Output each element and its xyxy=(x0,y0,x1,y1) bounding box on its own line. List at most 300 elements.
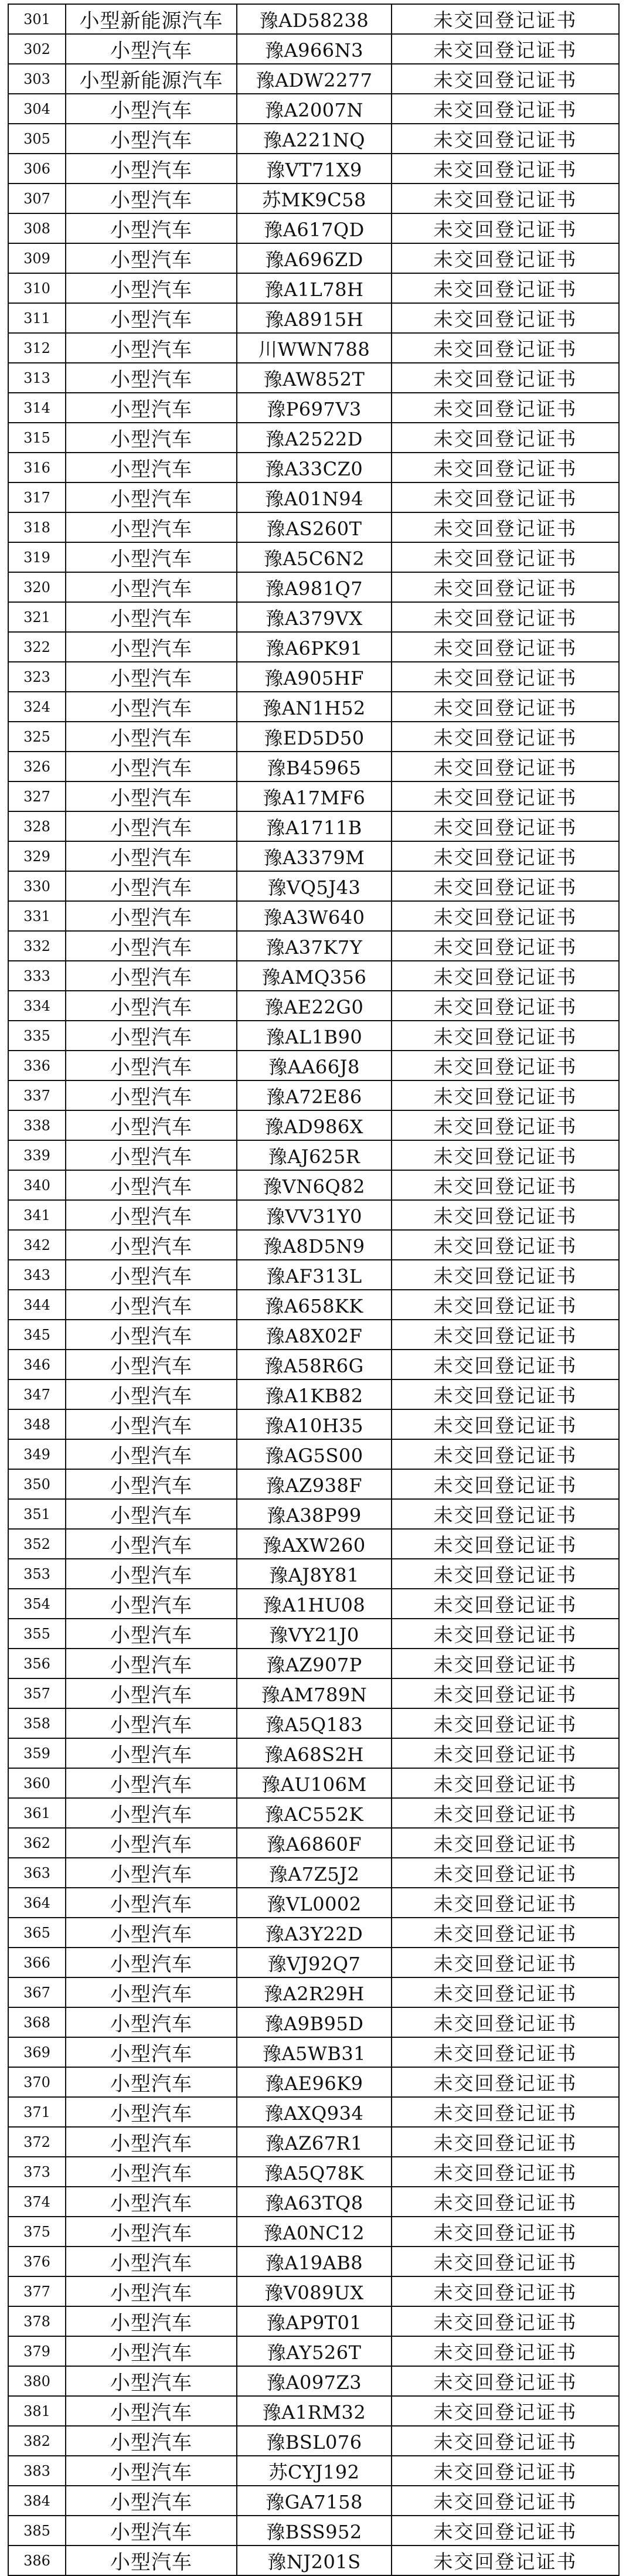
plate-number-cell: 豫A6860F xyxy=(237,1828,392,1858)
table-row xyxy=(8,931,619,961)
vehicle-type-cell: 小型汽车 xyxy=(66,931,237,961)
vehicle-type-cell: 小型汽车 xyxy=(66,1140,237,1170)
plate-number-cell: 豫AM789N xyxy=(237,1678,392,1708)
status-cell: 未交回登记证书 xyxy=(392,1589,619,1619)
row-number-cell: 343 xyxy=(8,1260,66,1290)
table-row xyxy=(8,1051,619,1080)
status-cell: 未交回登记证书 xyxy=(392,1080,619,1110)
row-number-cell: 339 xyxy=(8,1140,66,1170)
status-cell: 未交回登记证书 xyxy=(392,363,619,393)
plate-number-cell: 豫A696ZD xyxy=(237,243,392,273)
row-number-cell: 353 xyxy=(8,1559,66,1589)
status-cell: 未交回登记证书 xyxy=(392,1110,619,1140)
row-number-cell: 341 xyxy=(8,1200,66,1230)
vehicle-type-cell: 小型汽车 xyxy=(66,1260,237,1290)
row-number-cell: 363 xyxy=(8,1858,66,1888)
vehicle-type-cell: 小型汽车 xyxy=(66,2396,237,2426)
row-number-cell: 382 xyxy=(8,2426,66,2456)
vehicle-type-cell: 小型汽车 xyxy=(66,1649,237,1678)
plate-number-cell: 豫AZ938F xyxy=(237,1469,392,1499)
vehicle-type-cell: 小型汽车 xyxy=(66,2456,237,2486)
vehicle-type-cell: 小型汽车 xyxy=(66,752,237,781)
status-cell: 未交回登记证书 xyxy=(392,333,619,363)
status-cell: 未交回登记证书 xyxy=(392,2306,619,2336)
plate-number-cell: 豫B45965 xyxy=(237,752,392,781)
table-row xyxy=(8,2127,619,2157)
plate-number-cell: 豫A8D5N9 xyxy=(237,1230,392,1260)
status-cell: 未交回登记证书 xyxy=(392,2217,619,2247)
status-cell: 未交回登记证书 xyxy=(392,1738,619,1768)
plate-number-cell: 豫A617QD xyxy=(237,213,392,243)
vehicle-type-cell: 小型汽车 xyxy=(66,1888,237,1918)
status-cell: 未交回登记证书 xyxy=(392,1350,619,1379)
vehicle-type-cell: 小型汽车 xyxy=(66,303,237,333)
vehicle-type-cell: 小型汽车 xyxy=(66,1080,237,1110)
plate-number-cell: 豫A1HU08 xyxy=(237,1589,392,1619)
table-row xyxy=(8,2546,619,2575)
plate-number-cell: 豫A5Q78K xyxy=(237,2157,392,2187)
table-row xyxy=(8,1469,619,1499)
plate-number-cell: 豫AY526T xyxy=(237,2336,392,2366)
row-number-cell: 324 xyxy=(8,692,66,722)
status-cell: 未交回登记证书 xyxy=(392,2546,619,2575)
vehicle-type-cell: 小型汽车 xyxy=(66,961,237,991)
vehicle-type-cell: 小型汽车 xyxy=(66,243,237,273)
row-number-cell: 367 xyxy=(8,1977,66,2007)
vehicle-type-cell: 小型汽车 xyxy=(66,1559,237,1589)
plate-number-cell: 豫A2007N xyxy=(237,94,392,124)
status-cell: 未交回登记证书 xyxy=(392,2247,619,2276)
row-number-cell: 318 xyxy=(8,512,66,542)
table-row xyxy=(8,1888,619,1918)
table-row xyxy=(8,901,619,931)
table-row xyxy=(8,632,619,662)
plate-number-cell: 豫AN1H52 xyxy=(237,692,392,722)
vehicle-type-cell: 小型汽车 xyxy=(66,1948,237,1977)
vehicle-type-cell: 小型汽车 xyxy=(66,2067,237,2097)
vehicle-type-cell: 小型汽车 xyxy=(66,2007,237,2037)
table-row xyxy=(8,213,619,243)
table-row xyxy=(8,2306,619,2336)
plate-number-cell: 豫AL1B90 xyxy=(237,1021,392,1051)
row-number-cell: 354 xyxy=(8,1589,66,1619)
row-number-cell: 334 xyxy=(8,991,66,1021)
vehicle-type-cell: 小型汽车 xyxy=(66,273,237,303)
row-number-cell: 362 xyxy=(8,1828,66,1858)
plate-number-cell: 豫A68S2H xyxy=(237,1738,392,1768)
vehicle-type-cell: 小型汽车 xyxy=(66,991,237,1021)
table-row xyxy=(8,333,619,363)
plate-number-cell: 豫A1711B xyxy=(237,811,392,841)
vehicle-type-cell: 小型汽车 xyxy=(66,1499,237,1529)
vehicle-type-cell: 小型汽车 xyxy=(66,632,237,662)
row-number-cell: 357 xyxy=(8,1678,66,1708)
row-number-cell: 309 xyxy=(8,243,66,273)
table-row xyxy=(8,1708,619,1738)
plate-number-cell: 豫AJ8Y81 xyxy=(237,1559,392,1589)
row-number-cell: 348 xyxy=(8,1409,66,1439)
status-cell: 未交回登记证书 xyxy=(392,1798,619,1828)
table-row xyxy=(8,303,619,333)
table-row xyxy=(8,4,619,34)
row-number-cell: 375 xyxy=(8,2217,66,2247)
vehicle-type-cell: 小型汽车 xyxy=(66,1200,237,1230)
plate-number-cell: 苏CYJ192 xyxy=(237,2456,392,2486)
plate-number-cell: 豫A379VX xyxy=(237,602,392,632)
table-row xyxy=(8,363,619,393)
plate-number-cell: 豫AZ907P xyxy=(237,1649,392,1678)
status-cell: 未交回登记证书 xyxy=(392,1529,619,1559)
row-number-cell: 320 xyxy=(8,572,66,602)
status-cell: 未交回登记证书 xyxy=(392,901,619,931)
vehicle-type-cell: 小型汽车 xyxy=(66,1858,237,1888)
table-row xyxy=(8,662,619,692)
row-number-cell: 368 xyxy=(8,2007,66,2037)
row-number-cell: 310 xyxy=(8,273,66,303)
plate-number-cell: 豫A2522D xyxy=(237,423,392,453)
vehicle-type-cell: 小型汽车 xyxy=(66,1379,237,1409)
status-cell: 未交回登记证书 xyxy=(392,2037,619,2067)
table-row xyxy=(8,1559,619,1589)
vehicle-type-cell: 小型汽车 xyxy=(66,1021,237,1051)
plate-number-cell: 豫A9B95D xyxy=(237,2007,392,2037)
plate-number-cell: 豫A7Z5J2 xyxy=(237,1858,392,1888)
vehicle-type-cell: 小型汽车 xyxy=(66,2306,237,2336)
status-cell: 未交回登记证书 xyxy=(392,1888,619,1918)
status-cell: 未交回登记证书 xyxy=(392,512,619,542)
table-row xyxy=(8,692,619,722)
status-cell: 未交回登记证书 xyxy=(392,1320,619,1350)
table-row xyxy=(8,2396,619,2426)
row-number-cell: 355 xyxy=(8,1619,66,1649)
row-number-cell: 333 xyxy=(8,961,66,991)
row-number-cell: 374 xyxy=(8,2187,66,2217)
status-cell: 未交回登记证书 xyxy=(392,1649,619,1678)
row-number-cell: 325 xyxy=(8,722,66,752)
status-cell: 未交回登记证书 xyxy=(392,1977,619,2007)
vehicle-type-cell: 小型汽车 xyxy=(66,482,237,512)
row-number-cell: 364 xyxy=(8,1888,66,1918)
table-row xyxy=(8,752,619,781)
vehicle-type-cell: 小型汽车 xyxy=(66,1529,237,1559)
vehicle-type-cell: 小型新能源汽车 xyxy=(66,64,237,94)
row-number-cell: 381 xyxy=(8,2396,66,2426)
status-cell: 未交回登记证书 xyxy=(392,2336,619,2366)
table-row xyxy=(8,2067,619,2097)
table-row xyxy=(8,1738,619,1768)
plate-number-cell: 豫A966N3 xyxy=(237,34,392,64)
vehicle-type-cell: 小型汽车 xyxy=(66,2546,237,2575)
plate-number-cell: 豫A5WB31 xyxy=(237,2037,392,2067)
plate-number-cell: 豫A0NC12 xyxy=(237,2217,392,2247)
table-row xyxy=(8,1948,619,1977)
row-number-cell: 312 xyxy=(8,333,66,363)
row-number-cell: 351 xyxy=(8,1499,66,1529)
row-number-cell: 323 xyxy=(8,662,66,692)
vehicle-type-cell: 小型汽车 xyxy=(66,1918,237,1948)
row-number-cell: 358 xyxy=(8,1708,66,1738)
row-number-cell: 383 xyxy=(8,2456,66,2486)
plate-number-cell: 豫A38P99 xyxy=(237,1499,392,1529)
status-cell: 未交回登记证书 xyxy=(392,602,619,632)
row-number-cell: 326 xyxy=(8,752,66,781)
plate-number-cell: 豫AE96K9 xyxy=(237,2067,392,2097)
row-number-cell: 321 xyxy=(8,602,66,632)
row-number-cell: 313 xyxy=(8,363,66,393)
plate-number-cell: 豫NJ201S xyxy=(237,2546,392,2575)
vehicle-type-cell: 小型汽车 xyxy=(66,124,237,154)
plate-number-cell: 豫AMQ356 xyxy=(237,961,392,991)
table-row xyxy=(8,1678,619,1708)
plate-number-cell: 豫A905HF xyxy=(237,662,392,692)
vehicle-type-cell: 小型汽车 xyxy=(66,34,237,64)
vehicle-type-cell: 小型汽车 xyxy=(66,363,237,393)
plate-number-cell: 豫AW852T xyxy=(237,363,392,393)
row-number-cell: 335 xyxy=(8,1021,66,1051)
table-row xyxy=(8,1260,619,1290)
status-cell: 未交回登记证书 xyxy=(392,752,619,781)
row-number-cell: 376 xyxy=(8,2247,66,2276)
status-cell: 未交回登记证书 xyxy=(392,1021,619,1051)
row-number-cell: 337 xyxy=(8,1080,66,1110)
row-number-cell: 346 xyxy=(8,1350,66,1379)
plate-number-cell: 豫AD986X xyxy=(237,1110,392,1140)
vehicle-table-body xyxy=(8,4,619,2575)
plate-number-cell: 豫AXQ934 xyxy=(237,2097,392,2127)
row-number-cell: 347 xyxy=(8,1379,66,1409)
row-number-cell: 378 xyxy=(8,2306,66,2336)
row-number-cell: 349 xyxy=(8,1439,66,1469)
status-cell: 未交回登记证书 xyxy=(392,273,619,303)
status-cell: 未交回登记证书 xyxy=(392,124,619,154)
status-cell: 未交回登记证书 xyxy=(392,1828,619,1858)
vehicle-type-cell: 小型汽车 xyxy=(66,2276,237,2306)
plate-number-cell: 豫A3379M xyxy=(237,841,392,871)
table-row xyxy=(8,2336,619,2366)
table-row xyxy=(8,1140,619,1170)
vehicle-type-cell: 小型汽车 xyxy=(66,1828,237,1858)
vehicle-type-cell: 小型汽车 xyxy=(66,542,237,572)
status-cell: 未交回登记证书 xyxy=(392,2127,619,2157)
row-number-cell: 302 xyxy=(8,34,66,64)
table-row xyxy=(8,871,619,901)
table-row xyxy=(8,1409,619,1439)
vehicle-type-cell: 小型汽车 xyxy=(66,781,237,811)
vehicle-type-cell: 小型汽车 xyxy=(66,1170,237,1200)
table-row xyxy=(8,1918,619,1948)
status-cell: 未交回登记证书 xyxy=(392,1290,619,1320)
vehicle-type-cell: 小型汽车 xyxy=(66,1439,237,1469)
table-row xyxy=(8,542,619,572)
table-row xyxy=(8,1499,619,1529)
vehicle-type-cell: 小型汽车 xyxy=(66,572,237,602)
status-cell: 未交回登记证书 xyxy=(392,871,619,901)
plate-number-cell: 豫P697V3 xyxy=(237,393,392,423)
vehicle-type-cell: 小型汽车 xyxy=(66,2127,237,2157)
plate-number-cell: 豫VN6Q82 xyxy=(237,1170,392,1200)
status-cell: 未交回登记证书 xyxy=(392,303,619,333)
plate-number-cell: 豫AA66J8 xyxy=(237,1051,392,1080)
vehicle-type-cell: 小型汽车 xyxy=(66,1678,237,1708)
row-number-cell: 345 xyxy=(8,1320,66,1350)
plate-number-cell: 豫A5C6N2 xyxy=(237,542,392,572)
row-number-cell: 384 xyxy=(8,2486,66,2516)
vehicle-type-cell: 小型新能源汽车 xyxy=(66,4,237,34)
row-number-cell: 319 xyxy=(8,542,66,572)
plate-number-cell: 豫A1RM32 xyxy=(237,2396,392,2426)
status-cell: 未交回登记证书 xyxy=(392,2456,619,2486)
plate-number-cell: 苏MK9C58 xyxy=(237,183,392,213)
vehicle-type-cell: 小型汽车 xyxy=(66,1051,237,1080)
vehicle-type-cell: 小型汽车 xyxy=(66,213,237,243)
table-row xyxy=(8,1290,619,1320)
row-number-cell: 307 xyxy=(8,183,66,213)
table-row xyxy=(8,243,619,273)
status-cell: 未交回登记证书 xyxy=(392,1051,619,1080)
row-number-cell: 328 xyxy=(8,811,66,841)
table-row xyxy=(8,2217,619,2247)
plate-number-cell: 豫AS260T xyxy=(237,512,392,542)
plate-number-cell: 豫A097Z3 xyxy=(237,2366,392,2396)
vehicle-type-cell: 小型汽车 xyxy=(66,2336,237,2366)
status-cell: 未交回登记证书 xyxy=(392,2396,619,2426)
status-cell: 未交回登记证书 xyxy=(392,4,619,34)
row-number-cell: 380 xyxy=(8,2366,66,2396)
plate-number-cell: 豫VT71X9 xyxy=(237,154,392,183)
status-cell: 未交回登记证书 xyxy=(392,2007,619,2037)
vehicle-type-cell: 小型汽车 xyxy=(66,2486,237,2516)
plate-number-cell: 豫AG5S00 xyxy=(237,1439,392,1469)
status-cell: 未交回登记证书 xyxy=(392,1678,619,1708)
row-number-cell: 372 xyxy=(8,2127,66,2157)
vehicle-type-cell: 小型汽车 xyxy=(66,841,237,871)
vehicle-type-cell: 小型汽车 xyxy=(66,2217,237,2247)
vehicle-type-cell: 小型汽车 xyxy=(66,2516,237,2546)
status-cell: 未交回登记证书 xyxy=(392,64,619,94)
table-row xyxy=(8,2456,619,2486)
status-cell: 未交回登记证书 xyxy=(392,572,619,602)
table-row xyxy=(8,1439,619,1469)
vehicle-type-cell: 小型汽车 xyxy=(66,901,237,931)
table-row xyxy=(8,602,619,632)
row-number-cell: 336 xyxy=(8,1051,66,1080)
table-row xyxy=(8,1619,619,1649)
table-row xyxy=(8,1080,619,1110)
plate-number-cell: 豫A3W640 xyxy=(237,901,392,931)
row-number-cell: 365 xyxy=(8,1918,66,1948)
table-row xyxy=(8,722,619,752)
table-row xyxy=(8,1320,619,1350)
table-row xyxy=(8,2366,619,2396)
status-cell: 未交回登记证书 xyxy=(392,841,619,871)
plate-number-cell: 豫A221NQ xyxy=(237,124,392,154)
status-cell: 未交回登记证书 xyxy=(392,453,619,482)
table-row xyxy=(8,1977,619,2007)
status-cell: 未交回登记证书 xyxy=(392,183,619,213)
row-number-cell: 366 xyxy=(8,1948,66,1977)
table-row xyxy=(8,482,619,512)
status-cell: 未交回登记证书 xyxy=(392,2516,619,2546)
table-row xyxy=(8,1649,619,1678)
table-row xyxy=(8,2007,619,2037)
status-cell: 未交回登记证书 xyxy=(392,1948,619,1977)
row-number-cell: 308 xyxy=(8,213,66,243)
table-row xyxy=(8,991,619,1021)
table-row xyxy=(8,2157,619,2187)
row-number-cell: 377 xyxy=(8,2276,66,2306)
status-cell: 未交回登记证书 xyxy=(392,811,619,841)
status-cell: 未交回登记证书 xyxy=(392,154,619,183)
plate-number-cell: 豫VV31Y0 xyxy=(237,1200,392,1230)
vehicle-type-cell: 小型汽车 xyxy=(66,1409,237,1439)
status-cell: 未交回登记证书 xyxy=(392,632,619,662)
row-number-cell: 385 xyxy=(8,2516,66,2546)
status-cell: 未交回登记证书 xyxy=(392,692,619,722)
row-number-cell: 373 xyxy=(8,2157,66,2187)
plate-number-cell: 豫A658KK xyxy=(237,1290,392,1320)
table-row xyxy=(8,2486,619,2516)
plate-number-cell: 豫AE22G0 xyxy=(237,991,392,1021)
plate-number-cell: 豫A2R29H xyxy=(237,1977,392,2007)
vehicle-type-cell: 小型汽车 xyxy=(66,1350,237,1379)
plate-number-cell: 豫VJ92Q7 xyxy=(237,1948,392,1977)
table-row xyxy=(8,2097,619,2127)
table-row xyxy=(8,393,619,423)
plate-number-cell: 豫BSS952 xyxy=(237,2516,392,2546)
table-row xyxy=(8,453,619,482)
table-row xyxy=(8,2247,619,2276)
plate-number-cell: 豫AU106M xyxy=(237,1768,392,1798)
row-number-cell: 356 xyxy=(8,1649,66,1678)
status-cell: 未交回登记证书 xyxy=(392,243,619,273)
plate-number-cell: 豫AXW260 xyxy=(237,1529,392,1559)
row-number-cell: 342 xyxy=(8,1230,66,1260)
vehicle-type-cell: 小型汽车 xyxy=(66,2037,237,2067)
row-number-cell: 327 xyxy=(8,781,66,811)
table-row xyxy=(8,1529,619,1559)
status-cell: 未交回登记证书 xyxy=(392,2426,619,2456)
vehicle-type-cell: 小型汽车 xyxy=(66,1110,237,1140)
plate-number-cell: 豫A17MF6 xyxy=(237,781,392,811)
status-cell: 未交回登记证书 xyxy=(392,662,619,692)
status-cell: 未交回登记证书 xyxy=(392,722,619,752)
plate-number-cell: 豫A6PK91 xyxy=(237,632,392,662)
status-cell: 未交回登记证书 xyxy=(392,1170,619,1200)
row-number-cell: 331 xyxy=(8,901,66,931)
status-cell: 未交回登记证书 xyxy=(392,1499,619,1529)
plate-number-cell: 豫AC552K xyxy=(237,1798,392,1828)
plate-number-cell: 豫ADW2277 xyxy=(237,64,392,94)
table-row xyxy=(8,512,619,542)
plate-number-cell: 豫A1L78H xyxy=(237,273,392,303)
plate-number-cell: 豫A8915H xyxy=(237,303,392,333)
status-cell: 未交回登记证书 xyxy=(392,931,619,961)
row-number-cell: 332 xyxy=(8,931,66,961)
vehicle-type-cell: 小型汽车 xyxy=(66,871,237,901)
table-row xyxy=(8,64,619,94)
status-cell: 未交回登记证书 xyxy=(392,34,619,64)
vehicle-type-cell: 小型汽车 xyxy=(66,1768,237,1798)
table-row xyxy=(8,961,619,991)
row-number-cell: 338 xyxy=(8,1110,66,1140)
plate-number-cell: 豫A5Q183 xyxy=(237,1708,392,1738)
plate-number-cell: 豫A58R6G xyxy=(237,1350,392,1379)
table-row xyxy=(8,94,619,124)
vehicle-type-cell: 小型汽车 xyxy=(66,393,237,423)
status-cell: 未交回登记证书 xyxy=(392,2486,619,2516)
table-row xyxy=(8,1828,619,1858)
row-number-cell: 316 xyxy=(8,453,66,482)
